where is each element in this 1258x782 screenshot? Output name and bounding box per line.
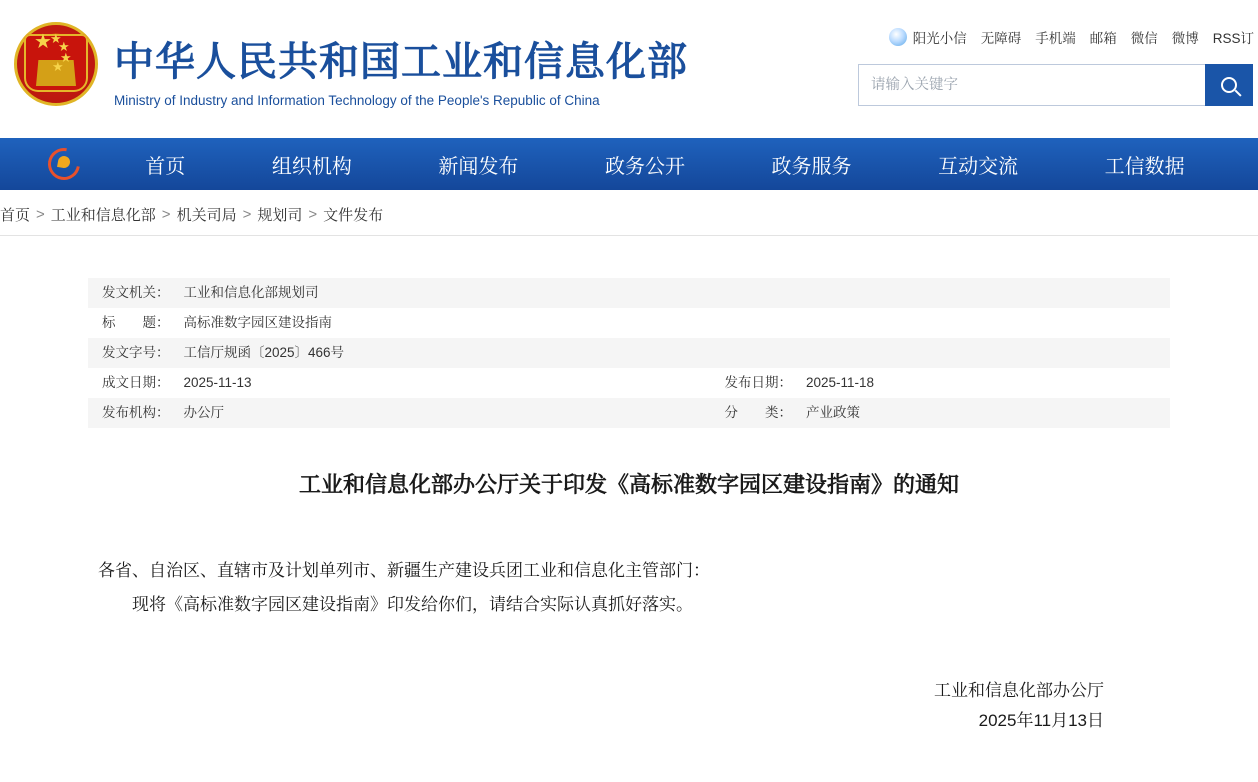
nav-item-government-service[interactable]: 政务服务 <box>771 155 852 178</box>
miit-logo-icon <box>44 144 84 184</box>
table-row <box>88 398 1170 428</box>
site-title-block <box>114 17 688 111</box>
top-link-label: 阳光小信 <box>912 31 967 46</box>
table-row <box>88 338 1170 368</box>
meta-label-publish-date: 发布日期： <box>724 375 792 390</box>
header-right <box>858 26 1258 106</box>
top-link-weibo[interactable]: 微博 <box>1171 31 1199 46</box>
meta-value-title: 高标准数字园区建设指南 <box>183 315 332 330</box>
document-meta-table <box>88 278 1170 428</box>
breadcrumb-item-planning[interactable]: 规划司 <box>257 207 303 224</box>
site-title-cn: 中华人民共和国工业和信息化部 <box>114 40 688 84</box>
breadcrumb-item-departments[interactable]: 机关司局 <box>176 207 237 224</box>
site-header <box>0 0 1258 138</box>
breadcrumb-item-home[interactable]: 首页 <box>0 207 31 224</box>
document-paragraph: 现将《高标准数字园区建设指南》印发给你们，请结合实际认真抓好落实。 <box>132 595 693 614</box>
document-container <box>0 278 1258 736</box>
breadcrumb <box>0 190 1258 236</box>
document-paragraph: 各省、自治区、直辖市及计划单列市、新疆生产建设兵团工业和信息化主管部门： <box>98 561 710 580</box>
meta-label-publish-org: 发布机构： <box>88 398 170 428</box>
breadcrumb-separator: > <box>308 206 318 223</box>
document-signature <box>78 676 1180 736</box>
meta-label-doc-number: 发文字号： <box>88 338 170 368</box>
search-input[interactable] <box>859 65 1205 105</box>
signature-org: 工业和信息化部办公厅 <box>934 681 1104 700</box>
search-bar <box>858 64 1250 106</box>
main-nav <box>0 138 1258 190</box>
page-title: 工业和信息化部办公厅关于印发《高标准数字园区建设指南》的通知 <box>298 472 959 497</box>
meta-value-category: 产业政策 <box>792 398 1170 428</box>
nav-item-home[interactable]: 首页 <box>145 155 186 178</box>
nav-item-news[interactable]: 新闻发布 <box>438 155 519 178</box>
search-icon <box>1221 77 1237 93</box>
meta-label-written-date: 成文日期： <box>102 375 170 390</box>
breadcrumb-separator: > <box>242 206 252 223</box>
nav-item-interaction[interactable]: 互动交流 <box>938 155 1019 178</box>
meta-label-issuer: 发文机关： <box>88 278 170 308</box>
breadcrumb-item-miit[interactable]: 工业和信息化部 <box>50 207 156 224</box>
breadcrumb-item-documents[interactable]: 文件发布 <box>323 207 384 224</box>
top-link-email[interactable]: 邮箱 <box>1089 31 1117 46</box>
nav-item-organization[interactable]: 组织机构 <box>271 155 352 178</box>
meta-value-issuer[interactable]: 工业和信息化部规划司 <box>170 278 1171 308</box>
meta-value-written-date: 2025-11-13 <box>183 375 252 390</box>
brand-block[interactable] <box>0 0 688 112</box>
table-row <box>88 368 1170 398</box>
top-link-wechat[interactable]: 微信 <box>1130 31 1158 46</box>
top-link-sunshine[interactable] <box>889 27 967 47</box>
site-title-en: Ministry of Industry and Information Technology of the People's Republic of China <box>114 93 600 108</box>
top-link-mobile[interactable]: 手机端 <box>1035 31 1076 46</box>
meta-value-publish-org: 办公厅 <box>170 398 711 428</box>
meta-value-doc-number: 工信厅规函〔2025〕466号 <box>170 338 1171 368</box>
top-link-accessibility[interactable]: 无障碍 <box>980 31 1022 46</box>
nav-item-government-disclosure[interactable]: 政务公开 <box>604 155 685 178</box>
table-row <box>88 278 1170 308</box>
table-row <box>88 308 1170 338</box>
breadcrumb-separator: > <box>161 206 171 223</box>
sun-icon <box>889 28 907 46</box>
top-link-rss[interactable]: RSS订 <box>1212 31 1254 46</box>
document-body <box>78 554 1180 622</box>
top-links <box>858 26 1258 48</box>
national-emblem-icon: ★ ★ ★ ★ ★ <box>8 16 104 112</box>
meta-value-publish-date: 2025-11-18 <box>806 375 875 390</box>
meta-label-title: 标 题： <box>102 315 170 330</box>
nav-item-data[interactable]: 工信数据 <box>1104 155 1185 178</box>
nav-items <box>102 144 1258 185</box>
breadcrumb-separator: > <box>36 206 45 223</box>
signature-date: 2025年11月13日 <box>978 711 1104 730</box>
search-button[interactable] <box>1205 64 1253 106</box>
meta-label-category: 分 类： <box>711 398 793 428</box>
